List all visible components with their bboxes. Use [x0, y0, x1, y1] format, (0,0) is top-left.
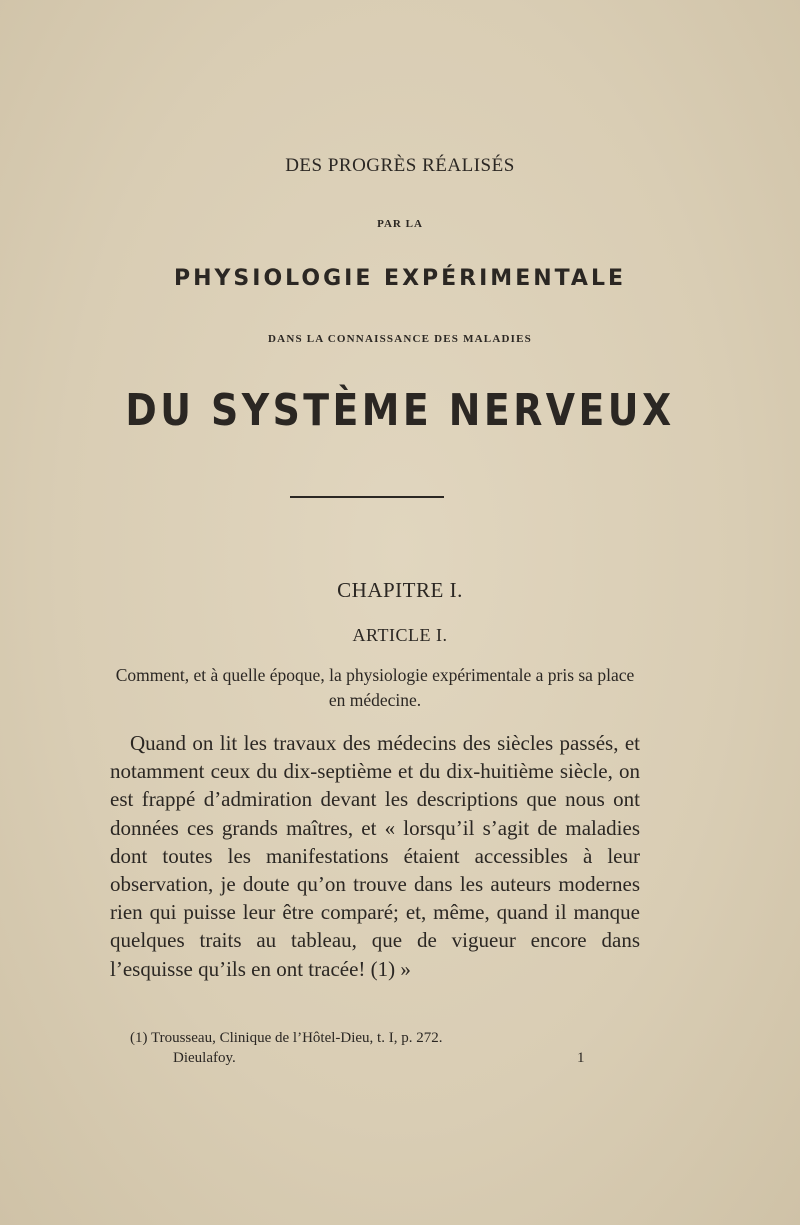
title-divider [290, 496, 444, 498]
footer-author: Dieulafoy. [173, 1050, 236, 1066]
body-paragraph: Quand on lit les travaux des médecins des siècles passés, et notamment ceux du dix-septième et du dix-huitième siècle, on est frappé d’admiration devant les descriptions que nous ont données ces grands maîtres, et « lorsqu’il s’agit de maladies dont toutes les manifestations étaient accessibles à leur observation, je doute qu’on trouve dans les auteurs modernes rien qui puisse leur être comparé; et, même, quand il manque quelques traits au tableau, que de vigueur encore dans l’esquisse qu’ils en ont tracée! (1) » [110, 731, 640, 981]
title-line-1: DES PROGRÈS RÉALISÉS [285, 155, 515, 176]
title-line-4: DANS LA CONNAISSANCE DES MALADIES [268, 333, 532, 345]
signature-mark: 1 [577, 1050, 585, 1066]
chapter-heading: CHAPITRE I. [337, 578, 463, 602]
article-subtitle: Comment, et à quelle époque, la physiologie expérimentale a pris sa place en médecine. [115, 665, 635, 710]
footnote: (1) Trousseau, Clinique de l’Hôtel-Dieu, t. I, p. 272. [130, 1030, 443, 1046]
title-line-5: DU SYSTÈME NERVEUX [125, 385, 675, 436]
title-line-3: PHYSIOLOGIE EXPÉRIMENTALE [173, 266, 627, 291]
article-heading: ARTICLE I. [352, 625, 448, 645]
title-line-2: PAR LA [377, 218, 423, 230]
